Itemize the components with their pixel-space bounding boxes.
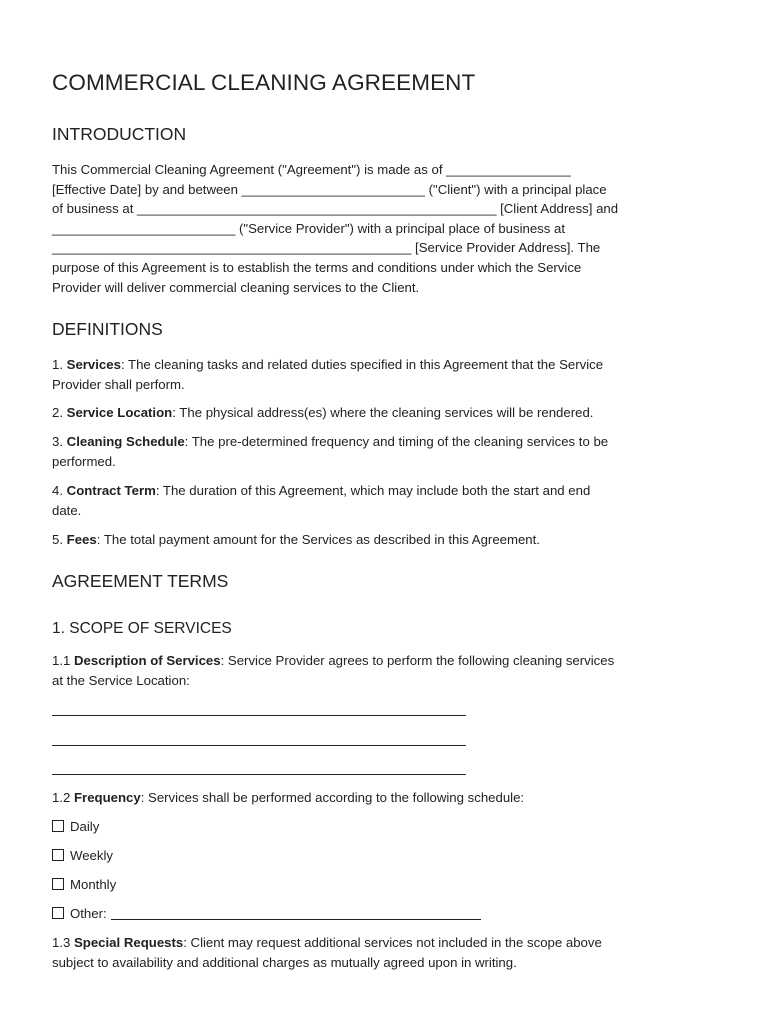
option-weekly[interactable]: Weekly <box>52 846 113 866</box>
intro-line-4: _________________________ ("Service Provider") with a principal place of business at <box>52 220 566 236</box>
introduction-heading: INTRODUCTION <box>52 124 187 144</box>
section-1-2: 1.2 Frequency: Services shall be performed according to the following schedule: <box>52 790 525 805</box>
definition-item: 2. Service Location: The physical address(es) where the cleaning services will be rendered. <box>52 405 594 420</box>
definition-item: 5. Fees: The total payment amount for the Services as described in this Agreement. <box>52 532 540 547</box>
intro-line-5: _________________________________________________ [Service Provider Address]. The <box>52 240 601 256</box>
introduction-paragraph <box>52 160 722 297</box>
definition-term: Cleaning Schedule <box>66 434 185 449</box>
intro-line-1: This Commercial Cleaning Agreement ("Agreement") is made as of _________________ <box>52 162 571 177</box>
definition-item: 3. Cleaning Schedule: The pre-determined frequency and timing of the cleaning services to be performed. <box>52 434 609 469</box>
definition-item: 1. Services: The cleaning tasks and related duties specified in this Agreement that the Service Provider shall perform. <box>52 357 604 392</box>
checkbox[interactable] <box>52 878 64 890</box>
scope-heading: 1. SCOPE OF SERVICES <box>52 620 232 637</box>
services-blank-line[interactable] <box>52 715 466 716</box>
agreement-terms-heading: AGREEMENT TERMS <box>52 571 229 591</box>
intro-line-2: [Effective Date] by and between _________________________ ("Client") with a principal place <box>52 181 607 197</box>
section-1-1: 1.1 Description of Services: Service Provider agrees to perform the following cleaning services at the Service Location: <box>52 653 615 688</box>
definition-term: Contract Term <box>66 483 156 498</box>
section-term: Frequency <box>74 790 141 805</box>
intro-line-7: Provider will deliver commercial cleaning services to the Client. <box>52 279 420 295</box>
definition-term: Service Location <box>66 405 173 420</box>
services-blank-line[interactable] <box>52 745 466 746</box>
option-daily[interactable]: Daily <box>52 817 99 837</box>
definition-term: Services <box>66 357 121 372</box>
checkbox[interactable] <box>52 820 64 832</box>
checkbox[interactable] <box>52 849 64 861</box>
definitions-heading: DEFINITIONS <box>52 319 163 339</box>
option-monthly[interactable]: Monthly <box>52 875 116 895</box>
intro-line-3: of business at _________________________________________________ [Client Address] and <box>52 201 619 217</box>
other-blank-line[interactable] <box>111 919 481 920</box>
intro-line-6: purpose of this Agreement is to establish the terms and conditions under which the Service <box>52 259 582 275</box>
section-1-3: 1.3 Special Requests: Client may request additional services not included in the scope above subject to availability and additional charges as mutually agreed upon in writing. <box>52 935 602 970</box>
section-term: Special Requests <box>74 935 184 950</box>
definition-item: 4. Contract Term: The duration of this Agreement, which may include both the start and end date. <box>52 483 591 518</box>
section-term: Description of Services <box>74 653 221 668</box>
definition-term: Fees <box>66 532 97 547</box>
document-title: COMMERCIAL CLEANING AGREEMENT <box>52 70 476 95</box>
option-other[interactable]: Other: <box>52 904 481 924</box>
checkbox[interactable] <box>52 907 64 919</box>
services-blank-line[interactable] <box>52 774 466 775</box>
